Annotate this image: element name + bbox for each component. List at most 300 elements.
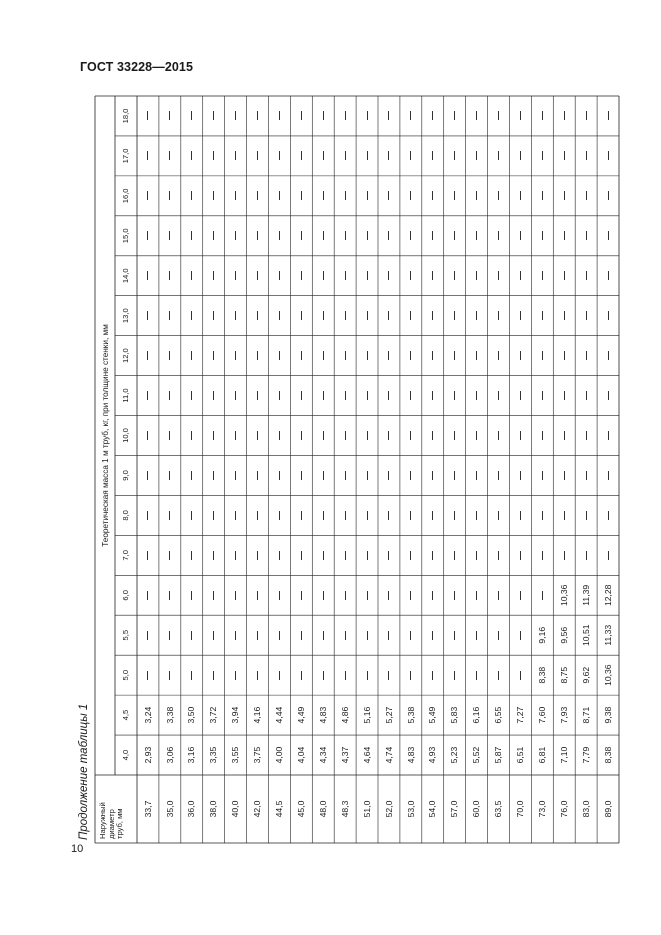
empty-mass-cell	[422, 336, 444, 376]
outer-diameter-cell: 53,0	[405, 800, 416, 818]
dash-mark	[213, 151, 214, 160]
mass-value-cell: 3,94	[230, 706, 241, 724]
empty-mass-cell	[356, 655, 378, 695]
dash-mark	[147, 191, 148, 200]
empty-mass-cell	[531, 136, 553, 176]
dash-mark	[586, 111, 587, 120]
empty-mass-cell	[181, 176, 203, 216]
dash-mark	[520, 231, 521, 240]
dash-mark	[213, 111, 214, 120]
empty-mass-cell	[400, 176, 422, 216]
empty-mass-cell	[290, 336, 312, 376]
empty-mass-cell	[378, 535, 400, 575]
empty-mass-cell	[597, 256, 619, 296]
dash-mark	[147, 311, 148, 320]
empty-mass-cell	[400, 96, 422, 136]
empty-mass-cell	[181, 336, 203, 376]
empty-mass-cell	[334, 416, 356, 456]
empty-mass-cell	[181, 575, 203, 615]
empty-mass-cell	[268, 376, 290, 416]
dash-mark	[608, 191, 609, 200]
empty-mass-cell	[531, 336, 553, 376]
empty-mass-cell	[400, 655, 422, 695]
dash-mark	[432, 391, 433, 400]
dash-mark	[169, 551, 170, 560]
empty-mass-cell	[181, 296, 203, 336]
empty-mass-cell	[159, 96, 181, 136]
mass-value-cell: 3,38	[164, 706, 175, 724]
outer-diameter-cell: 57,0	[449, 800, 460, 818]
dash-mark	[345, 111, 346, 120]
dash-mark	[367, 511, 368, 520]
dash-mark	[542, 151, 543, 160]
dash-mark	[191, 351, 192, 360]
outer-diameter-cell: 89,0	[602, 800, 613, 818]
empty-mass-cell	[290, 256, 312, 296]
empty-mass-cell	[181, 216, 203, 256]
dash-mark	[213, 631, 214, 640]
dash-mark	[542, 111, 543, 120]
empty-mass-cell	[334, 176, 356, 216]
dash-mark	[388, 391, 389, 400]
dash-mark	[323, 671, 324, 680]
empty-mass-cell	[247, 96, 269, 136]
dash-mark	[432, 591, 433, 600]
empty-mass-cell	[268, 455, 290, 495]
mass-value-cell: 3,06	[164, 746, 175, 764]
empty-mass-cell	[422, 256, 444, 296]
empty-mass-cell	[181, 535, 203, 575]
dash-mark	[498, 631, 499, 640]
empty-mass-cell	[137, 336, 159, 376]
mass-header: Теоретическая масса 1 м труб, кг, при толщине стенки, мм	[100, 324, 110, 547]
dash-mark	[432, 111, 433, 120]
empty-mass-cell	[247, 495, 269, 535]
dash-mark	[520, 111, 521, 120]
dash-mark	[476, 191, 477, 200]
empty-mass-cell	[553, 336, 575, 376]
dash-mark	[301, 471, 302, 480]
dash-mark	[586, 231, 587, 240]
outer-diameter-cell: 54,0	[427, 800, 438, 818]
outer-diameter-cell: 44,5	[274, 800, 285, 818]
dash-mark	[454, 231, 455, 240]
empty-mass-cell	[312, 136, 334, 176]
empty-mass-cell	[334, 535, 356, 575]
outer-diameter-cell: 73,0	[537, 800, 548, 818]
dash-mark	[586, 151, 587, 160]
empty-mass-cell	[444, 216, 466, 256]
empty-mass-cell	[312, 575, 334, 615]
empty-mass-cell	[203, 216, 225, 256]
dash-mark	[476, 151, 477, 160]
empty-mass-cell	[575, 96, 597, 136]
mass-value-cell: 8,71	[580, 706, 591, 724]
dash-mark	[542, 191, 543, 200]
dash-mark	[476, 511, 477, 520]
dash-mark	[564, 471, 565, 480]
dash-mark	[323, 271, 324, 280]
empty-mass-cell	[268, 535, 290, 575]
dash-mark	[498, 111, 499, 120]
empty-mass-cell	[575, 216, 597, 256]
empty-mass-cell	[378, 216, 400, 256]
dash-mark	[586, 511, 587, 520]
dash-mark	[476, 271, 477, 280]
dash-mark	[586, 471, 587, 480]
dash-mark	[608, 431, 609, 440]
dash-mark	[410, 271, 411, 280]
empty-mass-cell	[268, 495, 290, 535]
dash-mark	[301, 191, 302, 200]
empty-mass-cell	[247, 216, 269, 256]
dash-mark	[388, 511, 389, 520]
dash-mark	[235, 551, 236, 560]
outer-diameter-cell: 51,0	[361, 800, 372, 818]
dash-mark	[476, 631, 477, 640]
dash-mark	[279, 591, 280, 600]
empty-mass-cell	[422, 615, 444, 655]
dash-mark	[191, 471, 192, 480]
dash-mark	[367, 311, 368, 320]
mass-value-cell: 3,75	[252, 746, 263, 764]
dash-mark	[345, 151, 346, 160]
empty-mass-cell	[422, 655, 444, 695]
dash-mark	[367, 671, 368, 680]
empty-mass-cell	[159, 376, 181, 416]
dash-mark	[301, 311, 302, 320]
dash-mark	[388, 551, 389, 560]
empty-mass-cell	[312, 495, 334, 535]
dash-mark	[235, 671, 236, 680]
empty-mass-cell	[312, 96, 334, 136]
empty-mass-cell	[575, 495, 597, 535]
dash-mark	[498, 311, 499, 320]
empty-mass-cell	[597, 136, 619, 176]
dash-mark	[454, 511, 455, 520]
empty-mass-cell	[225, 376, 247, 416]
empty-mass-cell	[509, 136, 531, 176]
dash-mark	[257, 431, 258, 440]
empty-mass-cell	[159, 535, 181, 575]
dash-mark	[367, 591, 368, 600]
dash-mark	[279, 231, 280, 240]
empty-mass-cell	[488, 376, 510, 416]
empty-mass-cell	[312, 376, 334, 416]
empty-mass-cell	[203, 655, 225, 695]
empty-mass-cell	[137, 455, 159, 495]
empty-mass-cell	[137, 136, 159, 176]
empty-mass-cell	[597, 535, 619, 575]
empty-mass-cell	[159, 216, 181, 256]
empty-mass-cell	[531, 495, 553, 535]
dash-mark	[410, 551, 411, 560]
thickness-header-cell: 5,0	[121, 669, 131, 681]
dash-mark	[367, 271, 368, 280]
empty-mass-cell	[575, 176, 597, 216]
empty-mass-cell	[312, 416, 334, 456]
mass-table	[95, 108, 613, 843]
mass-value-cell: 3,35	[208, 746, 219, 764]
mass-value-cell: 8,38	[602, 746, 613, 764]
outer-diameter-cell: 33,7	[142, 800, 153, 818]
empty-mass-cell	[597, 416, 619, 456]
empty-mass-cell	[312, 535, 334, 575]
empty-mass-cell	[159, 455, 181, 495]
empty-mass-cell	[181, 655, 203, 695]
empty-mass-cell	[422, 575, 444, 615]
dash-mark	[301, 111, 302, 120]
outer-diameter-cell: 38,0	[208, 800, 219, 818]
dash-mark	[367, 391, 368, 400]
dash-mark	[564, 231, 565, 240]
empty-mass-cell	[268, 655, 290, 695]
mass-value-cell: 5,23	[449, 746, 460, 764]
diameter-header-line: диаметр	[106, 809, 116, 839]
dash-mark	[388, 671, 389, 680]
dash-mark	[191, 191, 192, 200]
mass-value-cell: 3,72	[208, 706, 219, 724]
empty-mass-cell	[247, 575, 269, 615]
dash-mark	[498, 351, 499, 360]
empty-mass-cell	[400, 455, 422, 495]
empty-mass-cell	[422, 416, 444, 456]
dash-mark	[564, 431, 565, 440]
dash-mark	[586, 271, 587, 280]
dash-mark	[454, 551, 455, 560]
dash-mark	[498, 671, 499, 680]
empty-mass-cell	[137, 495, 159, 535]
dash-mark	[388, 311, 389, 320]
empty-mass-cell	[597, 495, 619, 535]
dash-mark	[498, 231, 499, 240]
empty-mass-cell	[203, 455, 225, 495]
empty-mass-cell	[268, 136, 290, 176]
dash-mark	[323, 151, 324, 160]
empty-mass-cell	[553, 376, 575, 416]
dash-mark	[279, 311, 280, 320]
dash-mark	[454, 631, 455, 640]
empty-mass-cell	[422, 495, 444, 535]
dash-mark	[301, 151, 302, 160]
empty-mass-cell	[159, 256, 181, 296]
empty-mass-cell	[247, 535, 269, 575]
dash-mark	[564, 391, 565, 400]
diameter-header-line: труб, мм	[115, 808, 125, 839]
dash-mark	[367, 351, 368, 360]
dash-mark	[388, 231, 389, 240]
empty-mass-cell	[181, 416, 203, 456]
dash-mark	[279, 471, 280, 480]
empty-mass-cell	[466, 136, 488, 176]
empty-mass-cell	[290, 495, 312, 535]
diameter-header	[99, 802, 125, 839]
empty-mass-cell	[290, 376, 312, 416]
dash-mark	[520, 631, 521, 640]
dash-mark	[323, 111, 324, 120]
mass-value-cell: 8,75	[558, 666, 569, 684]
dash-mark	[235, 351, 236, 360]
empty-mass-cell	[597, 296, 619, 336]
mass-value-cell: 6,51	[515, 746, 526, 764]
dash-mark	[147, 351, 148, 360]
empty-mass-cell	[531, 296, 553, 336]
mass-value-cell: 4,74	[383, 746, 394, 764]
dash-mark	[301, 551, 302, 560]
empty-mass-cell	[488, 96, 510, 136]
dash-mark	[213, 471, 214, 480]
empty-mass-cell	[466, 416, 488, 456]
empty-mass-cell	[400, 416, 422, 456]
dash-mark	[454, 671, 455, 680]
empty-mass-cell	[422, 96, 444, 136]
empty-mass-cell	[137, 376, 159, 416]
dash-mark	[345, 391, 346, 400]
dash-mark	[520, 511, 521, 520]
empty-mass-cell	[312, 176, 334, 216]
dash-mark	[410, 671, 411, 680]
empty-mass-cell	[203, 296, 225, 336]
thickness-header-cell: 11,0	[121, 388, 131, 403]
mass-value-cell: 10,51	[580, 624, 591, 646]
mass-value-cell: 4,49	[296, 706, 307, 724]
empty-mass-cell	[553, 256, 575, 296]
empty-mass-cell	[531, 455, 553, 495]
empty-mass-cell	[356, 575, 378, 615]
dash-mark	[520, 671, 521, 680]
dash-mark	[169, 391, 170, 400]
empty-mass-cell	[575, 256, 597, 296]
dash-mark	[432, 151, 433, 160]
empty-mass-cell	[356, 96, 378, 136]
empty-mass-cell	[334, 376, 356, 416]
empty-mass-cell	[203, 256, 225, 296]
dash-mark	[257, 231, 258, 240]
empty-mass-cell	[159, 176, 181, 216]
thickness-header-cell: 14,0	[121, 268, 131, 284]
dash-mark	[301, 271, 302, 280]
dash-mark	[147, 111, 148, 120]
dash-mark	[432, 191, 433, 200]
dash-mark	[169, 591, 170, 600]
dash-mark	[388, 151, 389, 160]
dash-mark	[432, 431, 433, 440]
dash-mark	[147, 511, 148, 520]
dash-mark	[257, 551, 258, 560]
outer-diameter-cell: 42,0	[252, 800, 263, 818]
outer-diameter-cell: 52,0	[383, 800, 394, 818]
mass-value-cell: 5,83	[449, 706, 460, 724]
empty-mass-cell	[247, 136, 269, 176]
mass-value-cell: 4,00	[274, 746, 285, 764]
empty-mass-cell	[290, 575, 312, 615]
dash-mark	[301, 511, 302, 520]
dash-mark	[608, 231, 609, 240]
dash-mark	[454, 151, 455, 160]
empty-mass-cell	[553, 495, 575, 535]
empty-mass-cell	[312, 336, 334, 376]
dash-mark	[169, 471, 170, 480]
dash-mark	[301, 231, 302, 240]
dash-mark	[213, 351, 214, 360]
dash-mark	[476, 311, 477, 320]
dash-mark	[345, 631, 346, 640]
dash-mark	[520, 351, 521, 360]
empty-mass-cell	[356, 376, 378, 416]
empty-mass-cell	[356, 535, 378, 575]
dash-mark	[191, 431, 192, 440]
empty-mass-cell	[290, 176, 312, 216]
dash-mark	[169, 191, 170, 200]
dash-mark	[279, 671, 280, 680]
dash-mark	[454, 431, 455, 440]
empty-mass-cell	[225, 575, 247, 615]
empty-mass-cell	[509, 176, 531, 216]
dash-mark	[520, 391, 521, 400]
empty-mass-cell	[466, 216, 488, 256]
dash-mark	[169, 671, 170, 680]
empty-mass-cell	[378, 256, 400, 296]
empty-mass-cell	[488, 296, 510, 336]
empty-mass-cell	[225, 176, 247, 216]
empty-mass-cell	[531, 256, 553, 296]
empty-mass-cell	[137, 416, 159, 456]
dash-mark	[345, 311, 346, 320]
mass-value-cell: 4,44	[274, 706, 285, 724]
mass-value-cell: 3,55	[230, 746, 241, 764]
dash-mark	[432, 231, 433, 240]
empty-mass-cell	[247, 296, 269, 336]
empty-mass-cell	[378, 416, 400, 456]
dash-mark	[410, 591, 411, 600]
dash-mark	[147, 591, 148, 600]
empty-mass-cell	[225, 455, 247, 495]
mass-value-cell: 4,64	[361, 746, 372, 764]
empty-mass-cell	[378, 655, 400, 695]
outer-diameter-cell: 45,0	[296, 800, 307, 818]
empty-mass-cell	[225, 336, 247, 376]
dash-mark	[410, 391, 411, 400]
empty-mass-cell	[488, 495, 510, 535]
empty-mass-cell	[247, 655, 269, 695]
dash-mark	[235, 391, 236, 400]
dash-mark	[542, 311, 543, 320]
empty-mass-cell	[334, 136, 356, 176]
table-continuation-caption: Продолжение таблицы 1	[78, 703, 90, 840]
dash-mark	[345, 351, 346, 360]
dash-mark	[367, 191, 368, 200]
page-number: 10	[71, 843, 84, 855]
empty-mass-cell	[159, 136, 181, 176]
dash-mark	[388, 111, 389, 120]
dash-mark	[191, 511, 192, 520]
dash-mark	[279, 511, 280, 520]
empty-mass-cell	[247, 376, 269, 416]
dash-mark	[257, 271, 258, 280]
empty-mass-cell	[268, 575, 290, 615]
dash-mark	[279, 551, 280, 560]
dash-mark	[564, 311, 565, 320]
dash-mark	[191, 311, 192, 320]
empty-mass-cell	[553, 535, 575, 575]
empty-mass-cell	[268, 336, 290, 376]
thickness-header-cell: 13,0	[121, 308, 131, 324]
dash-mark	[257, 151, 258, 160]
thickness-header-cell: 5,5	[121, 629, 131, 641]
empty-mass-cell	[312, 216, 334, 256]
dash-mark	[520, 151, 521, 160]
empty-mass-cell	[247, 615, 269, 655]
